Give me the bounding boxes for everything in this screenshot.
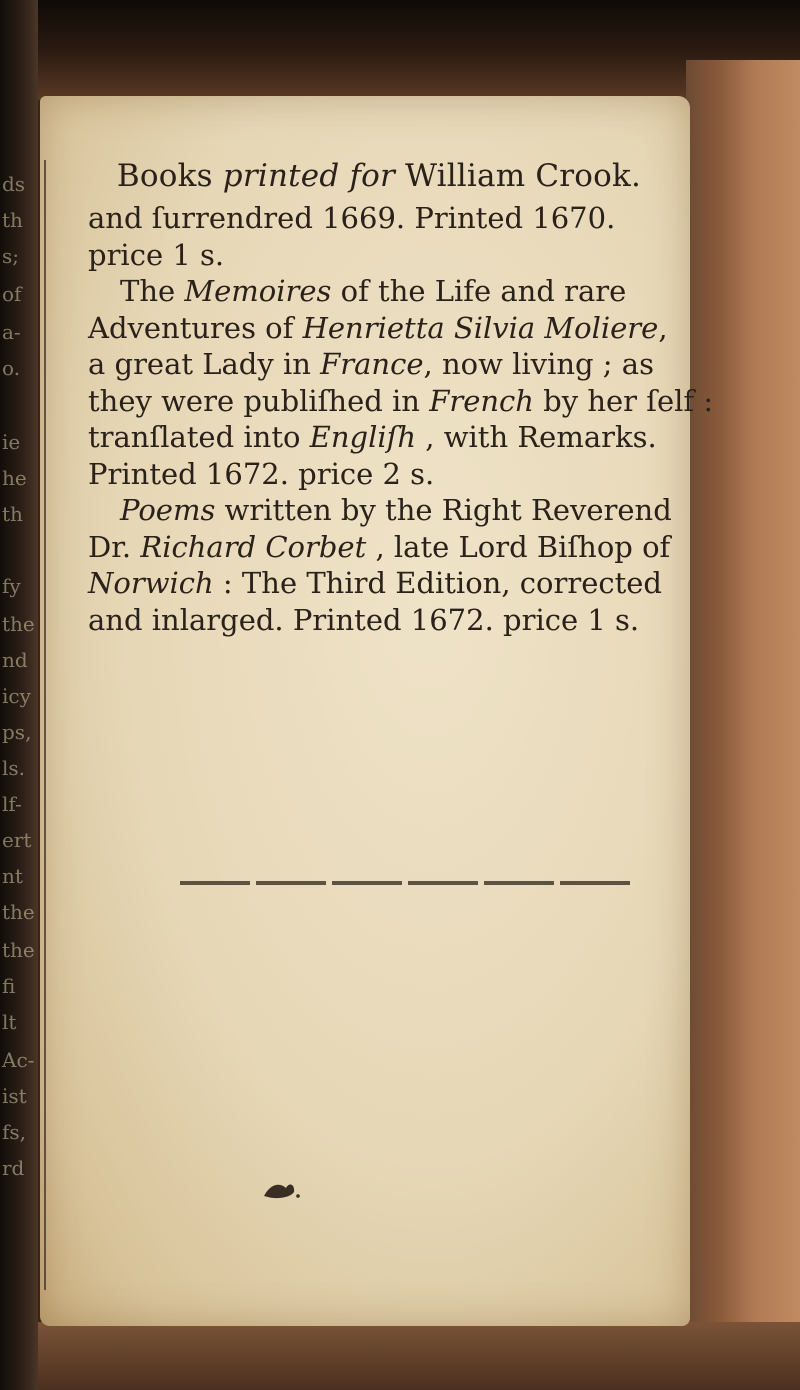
catalogue-entry-3	[88, 492, 672, 638]
entry-line: and inlarged. Printed 1672. price 1 s.	[88, 602, 640, 637]
gutter-fragment: nt	[2, 864, 23, 888]
text-run: , now living ; as	[423, 347, 654, 381]
person-name: Richard Corbet	[140, 529, 367, 564]
page-bottom-edge	[30, 1322, 800, 1390]
text-run: , late Lord Biſhop of	[366, 529, 671, 564]
entry-line	[88, 419, 657, 456]
text-run: of the Life and rare	[331, 274, 627, 308]
entry-line	[88, 273, 648, 310]
language-name: French	[429, 383, 534, 418]
text-run: they were publiſhed in	[88, 383, 430, 418]
text-run: a great Lady in	[88, 347, 321, 381]
gutter-fragment: rd	[2, 1156, 25, 1180]
page-fore-edge	[686, 60, 800, 1390]
gutter-fragment: ert	[2, 828, 32, 852]
heading-publisher: William Crook.	[405, 158, 642, 194]
gutter-fragment: of	[2, 282, 22, 306]
entry-line: and ſurrendred 1669. Printed 1670.	[88, 201, 616, 235]
gutter-fragment: fi	[2, 974, 16, 998]
text-run: The	[120, 274, 185, 308]
gutter-fragment: ist	[2, 1084, 27, 1108]
gutter-fragment: ls.	[2, 756, 26, 780]
text-run: ,	[658, 310, 668, 345]
book-title: Poems	[120, 493, 216, 527]
gutter-fragment: he	[2, 466, 27, 490]
entry-line: price 1 s.	[88, 237, 225, 272]
gutter-fragment: lf-	[2, 792, 22, 816]
gutter-fragment: ds	[2, 172, 26, 196]
heading-books: Books	[116, 158, 213, 194]
entry-line	[88, 310, 668, 347]
type-ornament-rule	[180, 881, 635, 885]
place-name: France	[320, 347, 424, 381]
gutter-fragment: Ac-	[2, 1048, 35, 1072]
gutter-fragment: lt	[2, 1010, 17, 1034]
book-title: Memoires	[184, 274, 332, 308]
gutter-fragment: th	[2, 502, 23, 526]
gutter-fragment: the	[2, 612, 35, 636]
gutter-fragment: ps,	[2, 720, 32, 744]
gutter-fragment: th	[2, 208, 23, 232]
entry-line	[88, 346, 654, 383]
ink-blot-ornament	[262, 1176, 302, 1202]
entry-line	[88, 565, 662, 602]
gutter-fragment: fs,	[2, 1120, 27, 1144]
text-run: Adventures of	[88, 310, 303, 345]
heading-for: for	[349, 158, 395, 194]
gutter-fragment: the	[2, 900, 35, 924]
catalogue-entry-2	[88, 273, 714, 492]
gutter-fragment: the	[2, 938, 35, 962]
gutter-fragment: icy	[2, 684, 31, 708]
facing-page-gutter	[0, 0, 38, 1390]
running-heading	[110, 158, 648, 194]
gutter-fragment: a-	[2, 320, 21, 344]
heading-printed: printed	[222, 158, 340, 194]
text-run: by her ſelf :	[533, 383, 714, 418]
gutter-fragment: nd	[2, 648, 28, 672]
gutter-fragment: ie	[2, 430, 21, 454]
text-run: , with Remarks.	[416, 420, 657, 454]
entry-line: Printed 1672. price 2 s.	[88, 456, 435, 491]
language-name: Engliſh	[309, 420, 417, 454]
entry-line	[88, 492, 672, 529]
person-name: Henrietta Silvia Moliere	[302, 310, 659, 345]
gutter-fragment: s;	[2, 244, 20, 268]
catalogue-text	[88, 158, 714, 638]
entry-line	[88, 529, 671, 566]
catalogue-entry-1	[88, 200, 648, 273]
gutter-fragment: fy	[2, 574, 21, 598]
text-run: tranſlated into	[88, 420, 310, 454]
text-run: : The Third Edition, corrected	[213, 566, 662, 600]
gutter-fragment: o.	[2, 356, 21, 380]
entry-line	[88, 383, 714, 420]
page-margin-rule	[44, 160, 46, 1290]
text-run: Dr.	[88, 529, 141, 564]
place-name: Norwich	[88, 566, 214, 600]
page-top-edge	[30, 0, 800, 100]
text-run: written by the Right Reverend	[215, 493, 672, 527]
